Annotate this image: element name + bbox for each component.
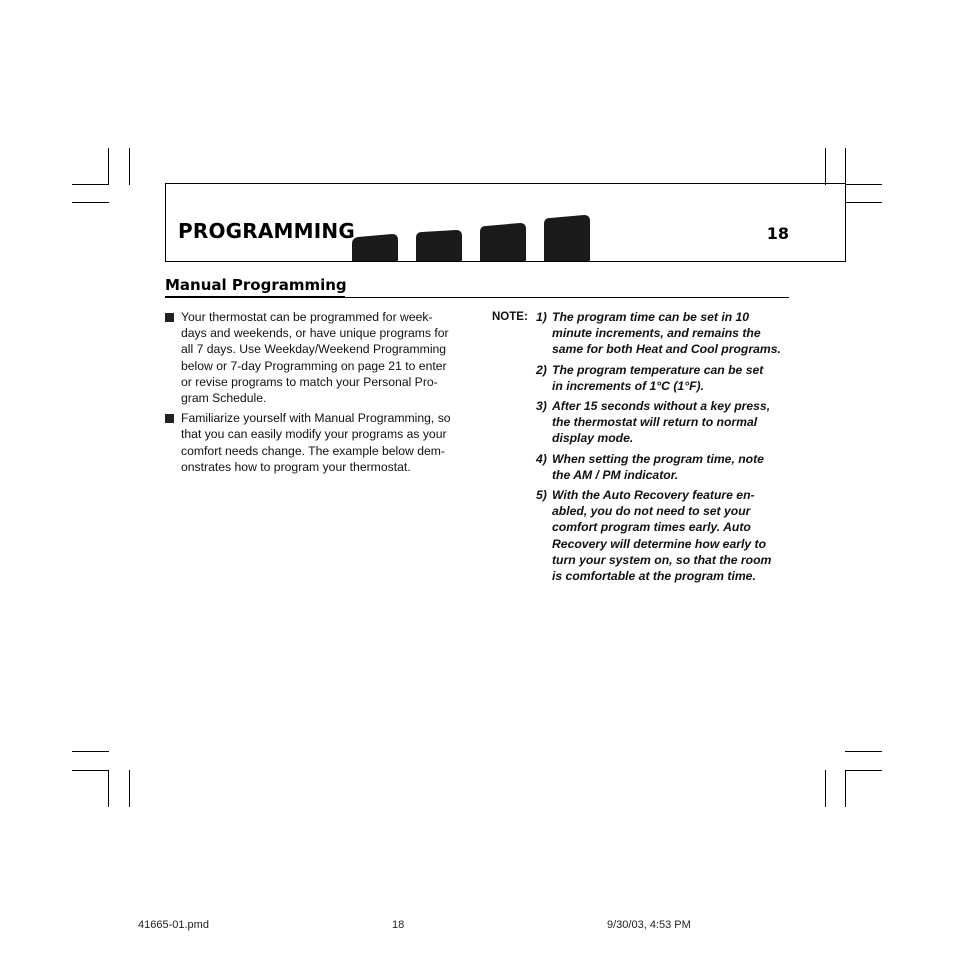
note-label: NOTE:: [492, 311, 528, 323]
note-list: [536, 309, 806, 588]
crop-mark: [72, 751, 109, 752]
crop-mark: [129, 770, 130, 807]
section-title: PROGRAMMING: [178, 219, 355, 243]
step-tab: [480, 223, 526, 262]
crop-mark: [108, 770, 109, 807]
crop-mark: [825, 770, 826, 807]
crop-mark: [825, 148, 826, 185]
step-tab: [352, 234, 398, 262]
note-number: 3): [536, 399, 547, 414]
note-number: 5): [536, 488, 547, 503]
list-item-text: Familiarize yourself with Manual Programming, so that you can easily modify your programs as your comfort needs change. The example below dem- onstrates how to program your thermostat.: [181, 411, 451, 474]
note-number: 1): [536, 310, 547, 324]
crop-mark: [845, 770, 882, 771]
list-item: [165, 410, 465, 475]
crop-mark: [108, 148, 109, 185]
crop-mark: [72, 184, 109, 185]
note-text: The program temperature can be set in increments of 1°C (1°F).: [552, 362, 764, 393]
step-tab: [544, 215, 590, 262]
crop-mark: [845, 184, 882, 185]
step-tabs-graphic: [352, 212, 602, 262]
section-header: [165, 183, 846, 262]
list-item: [165, 309, 465, 406]
footer-timestamp: 9/30/03, 4:53 PM: [607, 919, 691, 931]
note-item: [536, 362, 806, 394]
note-item: [536, 487, 806, 584]
subsection-title: Manual Programming: [165, 276, 347, 294]
crop-mark: [72, 202, 109, 203]
square-bullet-icon: [165, 313, 174, 322]
intro-list: [165, 309, 465, 479]
note-text: After 15 seconds without a key press, the thermostat will return to normal display mode.: [552, 399, 771, 446]
footer-page: 18: [392, 919, 405, 931]
note-number: 2): [536, 362, 547, 377]
crop-mark: [845, 770, 846, 807]
list-item-text: Your thermostat can be programmed for week- days and weekends, or have unique programs for all 7 days. Use Weekday/Weekend Programming below or 7-day Programming on page 21 to enter or revise programs to match your Personal Pro- gram Schedule.: [181, 310, 449, 406]
note-item: [536, 309, 806, 358]
crop-mark: [845, 751, 882, 752]
note-text: With the Auto Recovery feature en- abled, you do not need to set your comfort program times early. Auto Recovery will determine how early to turn your system on, so that the room is comfortable at the program time.: [552, 488, 772, 584]
crop-mark: [845, 202, 882, 203]
square-bullet-icon: [165, 414, 174, 423]
crop-mark: [129, 148, 130, 185]
note-text: The program time can be set in 10 minute increments, and remains the same for both Heat and Cool programs.: [552, 310, 781, 357]
crop-mark: [845, 148, 846, 185]
note-number: 4): [536, 451, 547, 466]
page-number: 18: [766, 224, 789, 243]
subtitle-underline: [165, 296, 345, 298]
note-item: [536, 398, 806, 447]
note-item: [536, 451, 806, 483]
footer-filename: 41665-01.pmd: [138, 919, 209, 931]
step-tab: [416, 230, 462, 262]
note-text: When setting the program time, note the AM / PM indicator.: [552, 451, 764, 482]
crop-mark: [72, 770, 109, 771]
